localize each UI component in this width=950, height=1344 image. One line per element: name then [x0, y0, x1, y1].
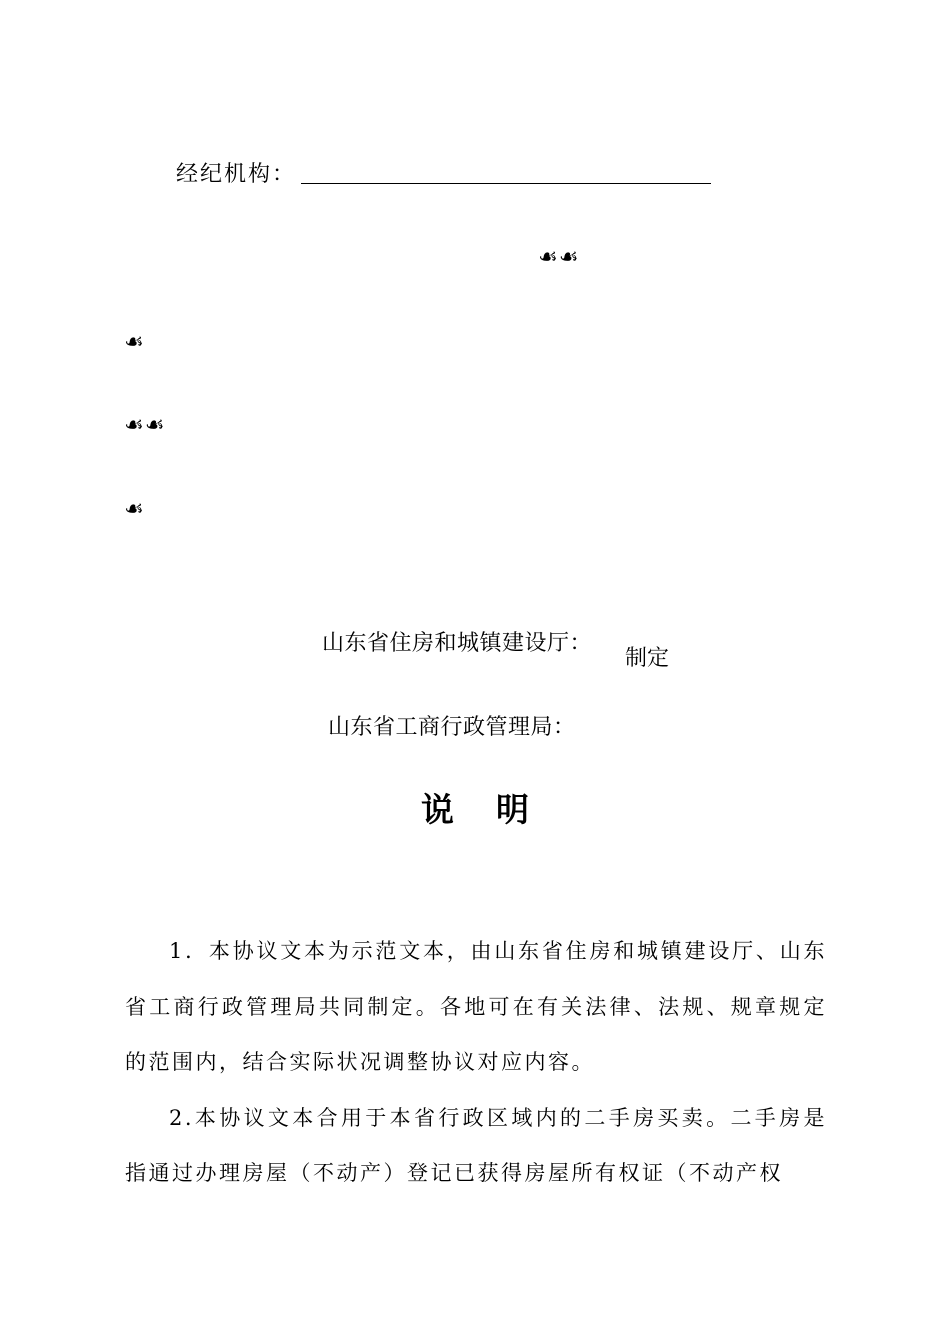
ornament-icon: ☙ [124, 330, 145, 355]
body-text [125, 924, 827, 1202]
authority-commerce-bureau: 山东省工商行政管理局： [328, 715, 576, 740]
page-title: 说明 [421, 790, 571, 829]
paragraph-2: 2.本协议文本合用于本省行政区域内的二手房买卖。二手房是指通过办理房屋（不动产）登记已获得房屋所有权证（不动产权 [125, 1105, 827, 1185]
ornament-icon: ☙ [124, 497, 145, 522]
paragraph-1: 1．本协议文本为示范文本，由山东省住房和城镇建设厅、山东省工商行政管理局共同制定。各地可在有关法律、法规、规章规定的范围内，结合实际状况调整协议对应内容。 [125, 939, 827, 1074]
made-label: 制定 [625, 646, 670, 671]
authority-housing-dept: 山东省住房和城镇建设厅： [322, 631, 593, 656]
agency-fill-line [301, 183, 711, 184]
agency-label: 经纪机构： [176, 162, 297, 187]
ornament-icon: ☙☙ [124, 413, 166, 438]
ornament-icon: ☙☙ [538, 245, 580, 270]
